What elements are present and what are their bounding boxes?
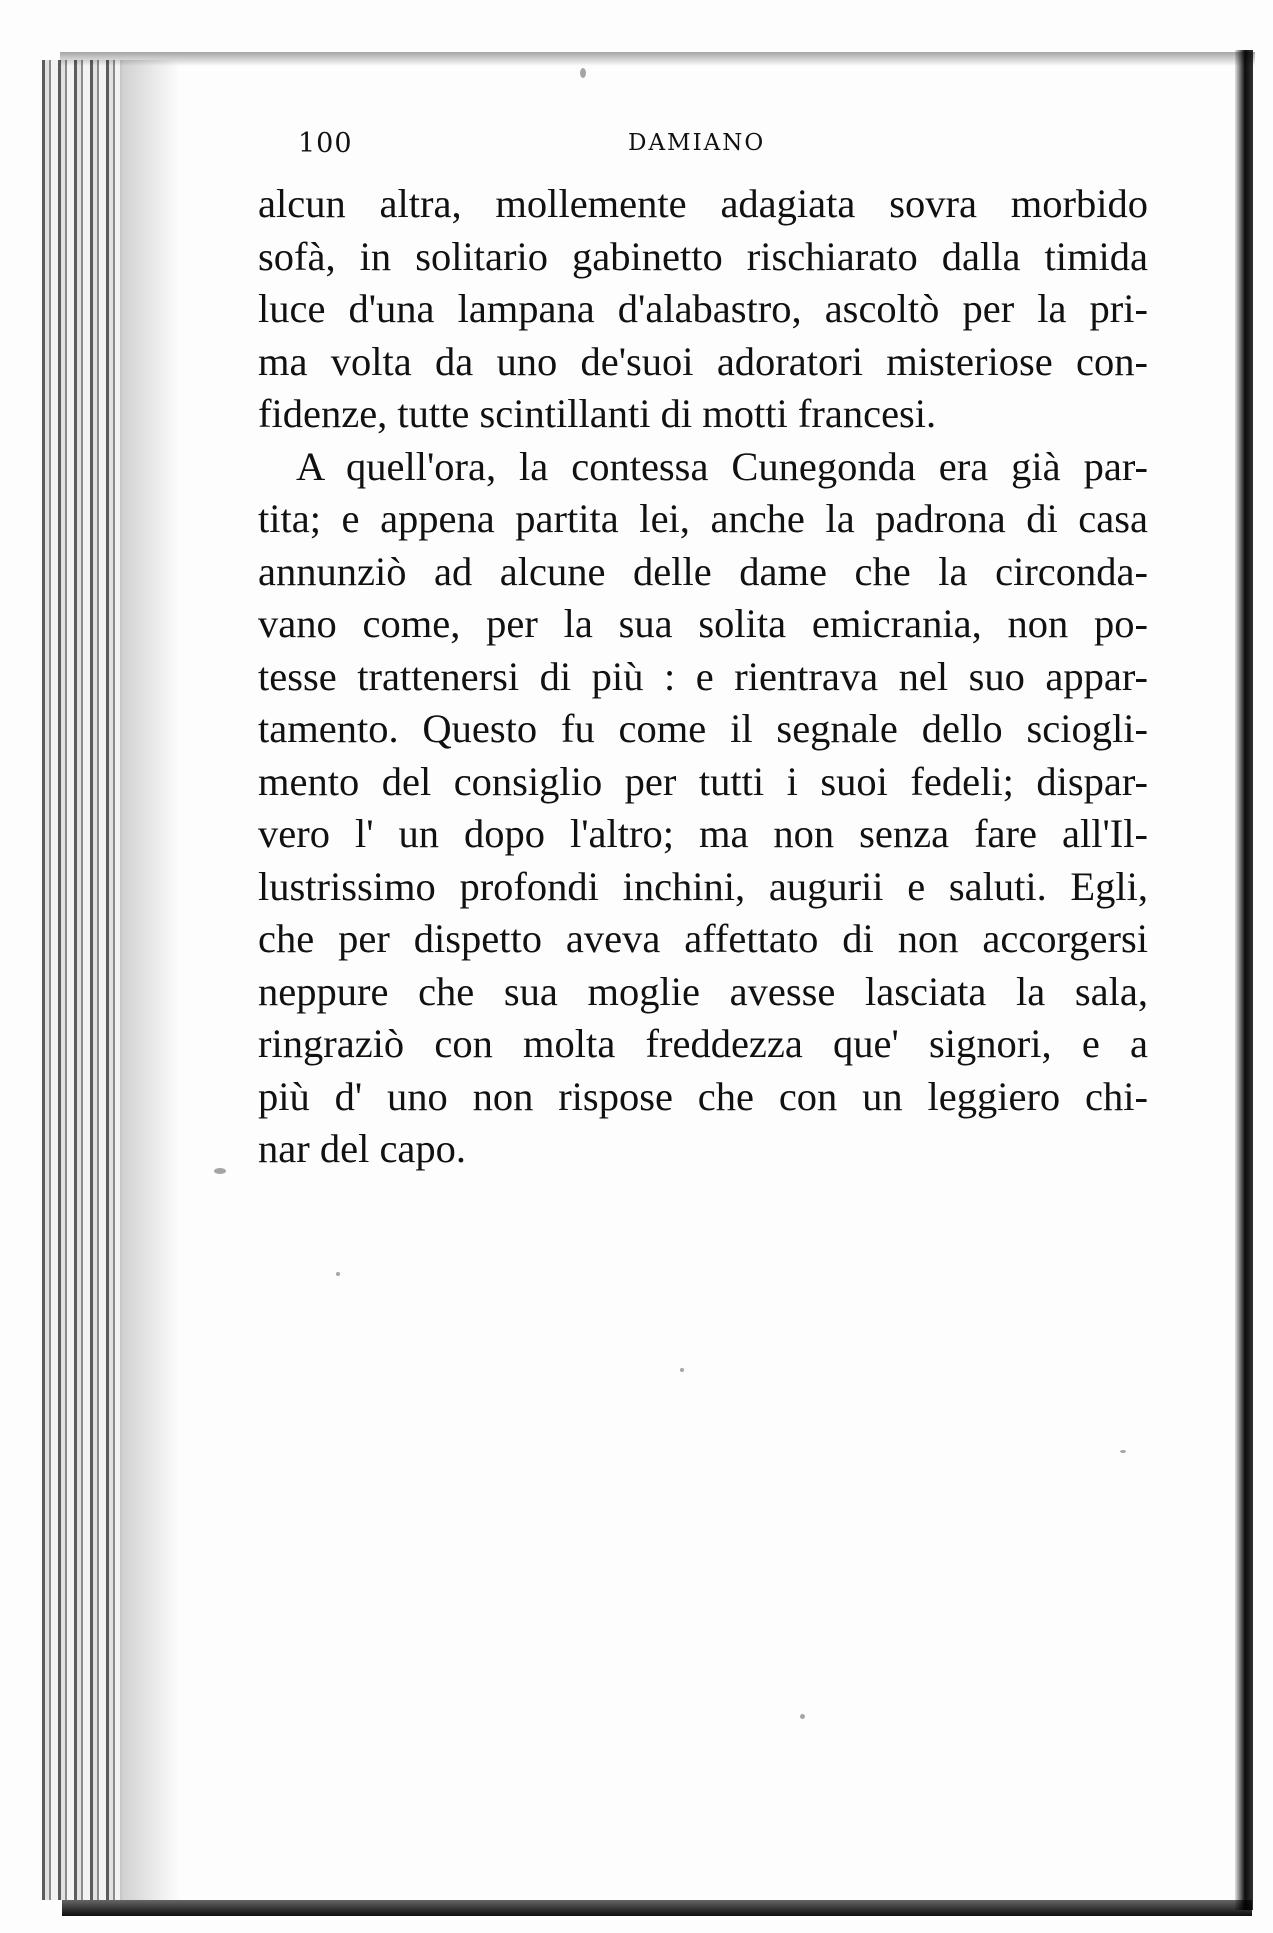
speckle bbox=[800, 1714, 805, 1719]
page-number: 100 bbox=[298, 128, 353, 159]
paragraph bbox=[258, 178, 1148, 441]
text-line: nar del capo. bbox=[258, 1126, 467, 1171]
gutter-shadow bbox=[120, 60, 180, 1900]
speckle bbox=[1120, 1450, 1126, 1453]
text-line: più d' uno non rispose che con un leggiero chi- bbox=[258, 1073, 1148, 1119]
text-line: ringraziò con molta freddezza que' signori, e a bbox=[258, 1021, 1148, 1066]
text-line: sofà, in solitario gabinetto rischiarato dalla timida bbox=[258, 233, 1148, 279]
text-line: tesse trattenersi di più : e rientrava nel suo appar- bbox=[258, 653, 1148, 699]
text-line: A quell'ora, la contessa Cunegonda era già par- bbox=[296, 443, 1148, 489]
text-line: tita; e appena partita lei, anche la padrona di casa bbox=[258, 496, 1148, 541]
speckle bbox=[680, 1368, 684, 1372]
text-line: luce d'una lampana d'alabastro, ascoltò per la pri- bbox=[258, 286, 1148, 331]
bottom-edge bbox=[62, 1900, 1252, 1916]
text-line: lustrissimo profondi inchini, augurii e saluti. Egli, bbox=[258, 863, 1148, 909]
speckle bbox=[336, 1272, 340, 1276]
text-line: mento del consiglio per tutti i suoi fedeli; dispar- bbox=[258, 758, 1148, 804]
text-line: vero l' un dopo l'altro; ma non senza fare all'Il- bbox=[258, 811, 1148, 856]
running-title: DAMIANO bbox=[628, 130, 766, 156]
page-header bbox=[298, 128, 768, 168]
text-line: annunziò ad alcune delle dame che la circonda- bbox=[258, 548, 1148, 594]
text-line: neppure che sua moglie avesse lasciata la sala, bbox=[258, 968, 1148, 1014]
text-line: alcun altra, mollemente adagiata sovra morbido bbox=[258, 181, 1148, 226]
speckle bbox=[580, 68, 586, 78]
right-edge bbox=[1235, 50, 1253, 1910]
text-line: ma volta da uno de'suoi adoratori misteriose con- bbox=[258, 338, 1148, 384]
text-line: fidenze, tutte scintillanti di motti francesi. bbox=[258, 391, 937, 436]
body-text bbox=[258, 178, 1148, 1176]
text-line: che per dispetto aveva affettato di non accorgersi bbox=[258, 916, 1148, 961]
text-line: tamento. Questo fu come il segnale dello sciogli- bbox=[258, 706, 1148, 751]
text-line: vano come, per la sua solita emicrania, non po- bbox=[258, 601, 1148, 646]
binding-gutter bbox=[42, 60, 122, 1900]
top-edge bbox=[60, 52, 1255, 66]
speckle bbox=[214, 1168, 226, 1174]
paragraph bbox=[258, 441, 1148, 1176]
